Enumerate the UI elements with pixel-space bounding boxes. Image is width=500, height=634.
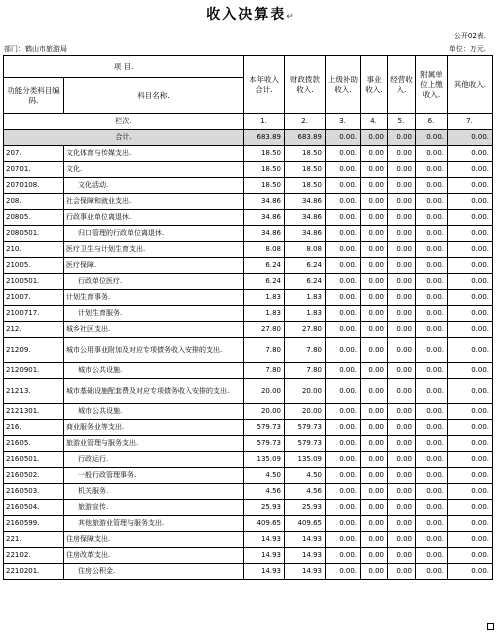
amount-cell: 0.00.	[326, 532, 361, 548]
amount-cell: 0.00.	[416, 500, 448, 516]
amount-cell: 0.00.	[416, 452, 448, 468]
amount-cell: 6.24	[285, 274, 326, 290]
amount-cell: 0.00.	[416, 290, 448, 306]
amount-cell: 0.00	[361, 338, 388, 363]
total-value: 0.00.	[326, 130, 361, 146]
amount-cell: 0.00.	[326, 178, 361, 194]
amount-cell: 0.00.	[448, 306, 493, 322]
table-row	[4, 500, 493, 516]
header-affiliate: 附属单位上缴收入.	[416, 56, 448, 114]
subject-name: 行政事业单位离退休.	[64, 210, 244, 226]
amount-cell: 18.50	[285, 162, 326, 178]
header-code: 功能分类科目编码.	[4, 78, 64, 114]
amount-cell: 579.73	[285, 436, 326, 452]
amount-cell: 0.00.	[448, 162, 493, 178]
amount-cell: 7.80	[285, 338, 326, 363]
amount-cell: 0.00.	[448, 436, 493, 452]
amount-cell: 0.00.	[416, 306, 448, 322]
amount-cell: 0.00	[388, 500, 416, 516]
amount-cell: 0.00.	[448, 484, 493, 500]
column-number: 3.	[326, 114, 361, 130]
amount-cell: 0.00.	[326, 516, 361, 532]
amount-cell: 0.00.	[416, 363, 448, 379]
amount-cell: 0.00	[361, 226, 388, 242]
header-other: 其他收入.	[448, 56, 493, 114]
table-row	[4, 379, 493, 404]
amount-cell: 0.00.	[416, 436, 448, 452]
amount-cell: 0.00	[388, 484, 416, 500]
subject-name: 城市公用事业附加及对应专项债务收入安排的支出.	[64, 338, 244, 363]
amount-cell: 18.50	[244, 162, 285, 178]
amount-cell: 0.00	[388, 242, 416, 258]
amount-cell: 0.00	[388, 379, 416, 404]
amount-cell: 0.00.	[416, 548, 448, 564]
table-row	[4, 274, 493, 290]
amount-cell: 579.73	[244, 420, 285, 436]
amount-cell: 0.00.	[448, 258, 493, 274]
amount-cell: 0.00	[361, 306, 388, 322]
amount-cell: 0.00	[361, 516, 388, 532]
amount-cell: 0.00.	[448, 322, 493, 338]
amount-cell: 0.00	[388, 178, 416, 194]
amount-cell: 0.00.	[416, 420, 448, 436]
header-superior: 上级补助收入.	[326, 56, 361, 114]
amount-cell: 0.00.	[326, 500, 361, 516]
total-value: 683.89	[285, 130, 326, 146]
amount-cell: 0.00	[388, 306, 416, 322]
amount-cell: 0.00	[361, 242, 388, 258]
subject-name: 商业服务业等支出.	[64, 420, 244, 436]
amount-cell: 0.00.	[416, 210, 448, 226]
amount-cell: 135.09	[285, 452, 326, 468]
amount-cell: 0.00	[388, 516, 416, 532]
document-number: 公开02表.	[453, 32, 486, 40]
table-row	[4, 306, 493, 322]
subject-name: 计划生育服务.	[64, 306, 244, 322]
amount-cell: 0.00.	[326, 484, 361, 500]
subject-code: 2080501.	[4, 226, 64, 242]
subject-code: 2100717.	[4, 306, 64, 322]
subject-name: 文化.	[64, 162, 244, 178]
subject-name: 文化体育与传媒支出.	[64, 146, 244, 162]
subject-name: 城市公共设施.	[64, 363, 244, 379]
amount-cell: 0.00	[361, 146, 388, 162]
subject-name: 住房保障支出.	[64, 532, 244, 548]
amount-cell: 8.08	[285, 242, 326, 258]
table-row	[4, 452, 493, 468]
amount-cell: 4.56	[285, 484, 326, 500]
amount-cell: 0.00.	[326, 194, 361, 210]
amount-cell: 20.00	[244, 404, 285, 420]
amount-cell: 0.00.	[326, 452, 361, 468]
amount-cell: 0.00.	[416, 274, 448, 290]
amount-cell: 1.83	[285, 290, 326, 306]
table-row	[4, 146, 493, 162]
table-row	[4, 338, 493, 363]
amount-cell: 34.86	[285, 226, 326, 242]
amount-cell: 0.00	[361, 436, 388, 452]
amount-cell: 0.00.	[326, 548, 361, 564]
amount-cell: 0.00.	[416, 242, 448, 258]
amount-cell: 0.00	[361, 452, 388, 468]
amount-cell: 0.00.	[448, 404, 493, 420]
amount-cell: 1.83	[285, 306, 326, 322]
amount-cell: 0.00.	[416, 404, 448, 420]
subject-code: 2160502.	[4, 468, 64, 484]
header-fiscal: 财政拨款收入.	[285, 56, 326, 114]
paragraph-mark-icon: ↵	[286, 12, 294, 22]
amount-cell: 579.73	[285, 420, 326, 436]
amount-cell: 0.00	[361, 178, 388, 194]
subject-code: 20805.	[4, 210, 64, 226]
amount-cell: 0.00.	[448, 338, 493, 363]
amount-cell: 0.00	[388, 210, 416, 226]
amount-cell: 8.08	[244, 242, 285, 258]
amount-cell: 0.00.	[326, 338, 361, 363]
amount-cell: 0.00.	[326, 468, 361, 484]
income-table	[3, 55, 493, 580]
amount-cell: 0.00.	[448, 146, 493, 162]
amount-cell: 0.00.	[448, 379, 493, 404]
amount-cell: 0.00.	[416, 146, 448, 162]
table-row	[4, 516, 493, 532]
subject-code: 2100501.	[4, 274, 64, 290]
amount-cell: 18.50	[285, 178, 326, 194]
amount-cell: 0.00	[388, 468, 416, 484]
amount-cell: 0.00	[388, 194, 416, 210]
subject-code: 21005.	[4, 258, 64, 274]
total-value: 0.00	[361, 130, 388, 146]
amount-cell: 7.80	[244, 338, 285, 363]
amount-cell: 0.00.	[448, 363, 493, 379]
table-row	[4, 468, 493, 484]
subject-name: 城市公共设施.	[64, 404, 244, 420]
total-value: 0.00.	[416, 130, 448, 146]
table-row	[4, 210, 493, 226]
amount-cell: 0.00	[361, 564, 388, 580]
subject-code: 2070108.	[4, 178, 64, 194]
subject-name: 文化活动.	[64, 178, 244, 194]
amount-cell: 0.00.	[448, 242, 493, 258]
amount-cell: 0.00	[388, 532, 416, 548]
amount-cell: 0.00	[388, 226, 416, 242]
table-row	[4, 258, 493, 274]
amount-cell: 6.24	[285, 258, 326, 274]
amount-cell: 0.00	[388, 452, 416, 468]
header-operation: 经营收入.	[388, 56, 416, 114]
amount-cell: 0.00	[361, 194, 388, 210]
subject-name: 归口管理的行政单位离退休.	[64, 226, 244, 242]
amount-cell: 0.00.	[448, 194, 493, 210]
amount-cell: 0.00.	[416, 178, 448, 194]
amount-cell: 25.93	[285, 500, 326, 516]
subject-name: 旅游业管理与服务支出.	[64, 436, 244, 452]
amount-cell: 0.00.	[416, 468, 448, 484]
amount-cell: 0.00	[361, 484, 388, 500]
amount-cell: 6.24	[244, 274, 285, 290]
amount-cell: 0.00.	[326, 274, 361, 290]
amount-cell: 0.00.	[326, 436, 361, 452]
amount-cell: 0.00.	[326, 210, 361, 226]
amount-cell: 0.00	[361, 548, 388, 564]
subject-name: 行政单位医疗.	[64, 274, 244, 290]
subject-code: 2160599.	[4, 516, 64, 532]
header-total: 本年收入合计.	[244, 56, 285, 114]
subject-code: 216.	[4, 420, 64, 436]
subject-code: 21007.	[4, 290, 64, 306]
column-number: 4.	[361, 114, 388, 130]
amount-cell: 0.00	[361, 274, 388, 290]
amount-cell: 579.73	[244, 436, 285, 452]
amount-cell: 18.50	[244, 146, 285, 162]
amount-cell: 0.00.	[326, 420, 361, 436]
amount-cell: 0.00	[388, 404, 416, 420]
amount-cell: 0.00.	[448, 452, 493, 468]
amount-cell: 0.00.	[326, 322, 361, 338]
subject-name: 机关服务.	[64, 484, 244, 500]
amount-cell: 0.00.	[326, 564, 361, 580]
header-name: 科目名称.	[64, 78, 244, 114]
table-row	[4, 194, 493, 210]
amount-cell: 0.00.	[326, 146, 361, 162]
amount-cell: 4.50	[285, 468, 326, 484]
subject-code: 22102.	[4, 548, 64, 564]
amount-cell: 0.00	[388, 322, 416, 338]
amount-cell: 14.93	[244, 564, 285, 580]
table-row	[4, 162, 493, 178]
table-row	[4, 290, 493, 306]
amount-cell: 1.83	[244, 306, 285, 322]
amount-cell: 34.86	[285, 210, 326, 226]
subject-code: 2160504.	[4, 500, 64, 516]
amount-cell: 0.00.	[416, 484, 448, 500]
amount-cell: 0.00.	[416, 322, 448, 338]
amount-cell: 34.86	[285, 194, 326, 210]
subject-code: 20701.	[4, 162, 64, 178]
subject-name: 住房公积金.	[64, 564, 244, 580]
amount-cell: 34.86	[244, 226, 285, 242]
department-label: 部门：鹤山市旅游局	[4, 45, 67, 53]
amount-cell: 0.00.	[448, 516, 493, 532]
amount-cell: 7.80	[285, 363, 326, 379]
subject-code: 2120901.	[4, 363, 64, 379]
column-number: 1.	[244, 114, 285, 130]
amount-cell: 27.80	[244, 322, 285, 338]
amount-cell: 14.93	[244, 548, 285, 564]
amount-cell: 0.00.	[416, 564, 448, 580]
amount-cell: 0.00.	[326, 379, 361, 404]
amount-cell: 0.00	[361, 322, 388, 338]
amount-cell: 0.00.	[326, 290, 361, 306]
subject-name: 其他旅游业管理与服务支出.	[64, 516, 244, 532]
subject-code: 2160503.	[4, 484, 64, 500]
column-number: 2.	[285, 114, 326, 130]
amount-cell: 0.00.	[326, 226, 361, 242]
amount-cell: 0.00.	[448, 226, 493, 242]
amount-cell: 0.00	[388, 564, 416, 580]
amount-cell: 0.00	[361, 379, 388, 404]
column-number: 5.	[388, 114, 416, 130]
subject-name: 一般行政管理事务.	[64, 468, 244, 484]
amount-cell: 0.00.	[448, 532, 493, 548]
amount-cell: 0.00.	[416, 532, 448, 548]
amount-cell: 0.00.	[448, 290, 493, 306]
amount-cell: 0.00.	[448, 178, 493, 194]
table-row	[4, 363, 493, 379]
amount-cell: 0.00	[388, 420, 416, 436]
amount-cell: 0.00.	[448, 548, 493, 564]
subject-code: 208.	[4, 194, 64, 210]
table-row	[4, 404, 493, 420]
column-number-label: 栏次.	[4, 114, 244, 130]
amount-cell: 0.00.	[326, 306, 361, 322]
table-row	[4, 242, 493, 258]
total-value: 683.89	[244, 130, 285, 146]
table-row	[4, 484, 493, 500]
amount-cell: 0.00	[388, 258, 416, 274]
amount-cell: 0.00	[388, 274, 416, 290]
amount-cell: 0.00	[361, 500, 388, 516]
amount-cell: 0.00	[388, 290, 416, 306]
amount-cell: 0.00	[388, 436, 416, 452]
table-row	[4, 548, 493, 564]
amount-cell: 20.00	[285, 404, 326, 420]
table-row	[4, 322, 493, 338]
table-row	[4, 178, 493, 194]
subject-code: 21209.	[4, 338, 64, 363]
column-number: 6.	[416, 114, 448, 130]
amount-cell: 14.93	[285, 564, 326, 580]
table-end-marker	[487, 623, 494, 630]
subject-code: 21605.	[4, 436, 64, 452]
header-project: 项 目.	[4, 56, 244, 78]
subject-name: 住房改革支出.	[64, 548, 244, 564]
column-number-row	[4, 114, 493, 130]
amount-cell: 14.93	[285, 548, 326, 564]
amount-cell: 0.00.	[448, 564, 493, 580]
amount-cell: 0.00	[361, 162, 388, 178]
amount-cell: 0.00.	[326, 242, 361, 258]
subject-name: 计划生育事务.	[64, 290, 244, 306]
amount-cell: 0.00.	[416, 516, 448, 532]
amount-cell: 34.86	[244, 194, 285, 210]
amount-cell: 18.50	[244, 178, 285, 194]
amount-cell: 0.00.	[326, 363, 361, 379]
amount-cell: 0.00.	[416, 162, 448, 178]
amount-cell: 0.00.	[326, 404, 361, 420]
amount-cell: 0.00.	[416, 226, 448, 242]
amount-cell: 0.00	[361, 468, 388, 484]
subject-code: 212.	[4, 322, 64, 338]
amount-cell: 0.00.	[448, 468, 493, 484]
amount-cell: 34.86	[244, 210, 285, 226]
subject-code: 2210201.	[4, 564, 64, 580]
amount-cell: 1.83	[244, 290, 285, 306]
subject-code: 21213.	[4, 379, 64, 404]
subject-code: 221.	[4, 532, 64, 548]
subject-name: 社会保障和就业支出.	[64, 194, 244, 210]
amount-cell: 25.93	[244, 500, 285, 516]
subject-code: 210.	[4, 242, 64, 258]
column-number: 7.	[448, 114, 493, 130]
subject-code: 207.	[4, 146, 64, 162]
amount-cell: 409.65	[285, 516, 326, 532]
amount-cell: 135.09	[244, 452, 285, 468]
total-label: 合计.	[4, 130, 244, 146]
amount-cell: 0.00.	[326, 162, 361, 178]
amount-cell: 0.00.	[448, 210, 493, 226]
amount-cell: 27.80	[285, 322, 326, 338]
page-title: 收入决算表↵	[206, 7, 294, 23]
table-row	[4, 226, 493, 242]
amount-cell: 0.00	[361, 404, 388, 420]
amount-cell: 0.00	[361, 532, 388, 548]
amount-cell: 4.50	[244, 468, 285, 484]
amount-cell: 0.00	[361, 420, 388, 436]
subject-name: 城乡社区支出.	[64, 322, 244, 338]
table-row	[4, 564, 493, 580]
subject-code: 2121301.	[4, 404, 64, 420]
amount-cell: 4.56	[244, 484, 285, 500]
amount-cell: 0.00	[388, 338, 416, 363]
amount-cell: 0.00.	[448, 500, 493, 516]
amount-cell: 0.00	[361, 290, 388, 306]
total-row	[4, 130, 493, 146]
amount-cell: 409.65	[244, 516, 285, 532]
amount-cell: 0.00	[388, 146, 416, 162]
header-business: 事业收入.	[361, 56, 388, 114]
table-row	[4, 532, 493, 548]
amount-cell: 7.80	[244, 363, 285, 379]
amount-cell: 0.00	[361, 210, 388, 226]
amount-cell: 0.00	[388, 363, 416, 379]
amount-cell: 0.00.	[416, 338, 448, 363]
amount-cell: 0.00	[361, 258, 388, 274]
amount-cell: 0.00.	[416, 194, 448, 210]
amount-cell: 20.00	[244, 379, 285, 404]
subject-name: 城市基础设施配套费及对应专项债务收入安排的支出.	[64, 379, 244, 404]
unit-label: 单位：万元.	[448, 45, 486, 53]
amount-cell: 18.50	[285, 146, 326, 162]
subject-code: 2160501.	[4, 452, 64, 468]
amount-cell: 0.00	[388, 162, 416, 178]
amount-cell: 14.93	[285, 532, 326, 548]
amount-cell: 0.00.	[416, 379, 448, 404]
amount-cell: 20.00	[285, 379, 326, 404]
amount-cell: 0.00	[361, 363, 388, 379]
amount-cell: 6.24	[244, 258, 285, 274]
table-row	[4, 436, 493, 452]
subject-name: 医疗保障.	[64, 258, 244, 274]
subject-name: 旅游宣传.	[64, 500, 244, 516]
amount-cell: 14.93	[244, 532, 285, 548]
subject-name: 行政运行.	[64, 452, 244, 468]
amount-cell: 0.00.	[416, 258, 448, 274]
amount-cell: 0.00.	[448, 274, 493, 290]
amount-cell: 0.00.	[326, 258, 361, 274]
amount-cell: 0.00	[388, 548, 416, 564]
total-value: 0.00.	[448, 130, 493, 146]
amount-cell: 0.00.	[448, 420, 493, 436]
table-row	[4, 420, 493, 436]
subject-name: 医疗卫生与计划生育支出.	[64, 242, 244, 258]
total-value: 0.00	[388, 130, 416, 146]
